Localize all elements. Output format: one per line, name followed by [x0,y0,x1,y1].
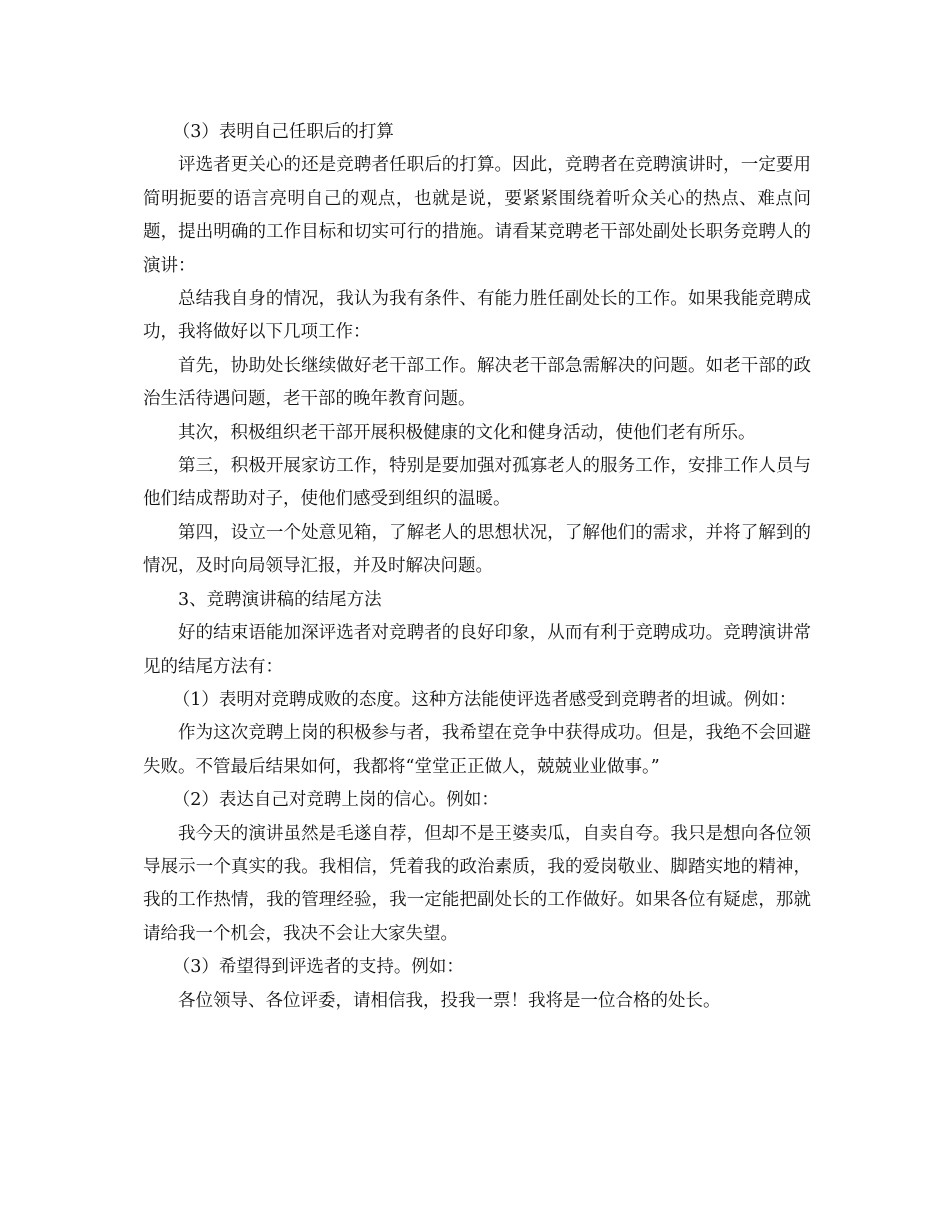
section-heading-plans: （3）表明自己任职后的打算 [172,122,394,142]
paragraph: 好的结束语能加深评选者对竞聘者的良好印象，从而有利于竞聘成功。竞聘演讲常见的结尾方法有： [143,623,811,677]
section-heading-ending-methods: 3、竞聘演讲稿的结尾方法 [178,589,382,610]
paragraph: 首先，协助处长继续做好老干部工作。解决老干部急需解决的问题。如老干部的政治生活待遇问题，老干部的晚年教育问题。 [143,355,811,410]
paragraph: 作为这次竞聘上岗的积极参与者，我希望在竞争中获得成功。但是，我绝不会回避失败。不管最后结果如何，我都将“堂堂正正做人，兢兢业业做事。” [143,723,811,777]
paragraph: 第三，积极开展家访工作，特别是要加强对孤寡老人的服务工作，安排工作人员与他们结成帮助对子，使他们感受到组织的温暖。 [143,456,811,510]
paragraph: 其次，积极组织老干部开展积极健康的文化和健身活动，使他们老有所乐。 [178,422,756,443]
document-body [143,116,811,1018]
paragraph: 评选者更关心的还是竞聘者任职后的打算。因此，竞聘者在竞聘演讲时，一定要用简明扼要的语言亮明自己的观点，也就是说，要紧紧围绕着听众关心的热点、难点问题，提出明确的工作目标和切实可行的措施。请看某竞聘老干部处副处长职务竞聘人的演讲： [143,155,811,276]
section-heading-support: （3）希望得到评选者的支持。例如： [172,957,464,978]
section-heading-confidence: （2）表达自己对竞聘上岗的信心。例如： [172,790,499,811]
paragraph: 第四，设立一个处意见箱，了解老人的思想状况，了解他们的需求，并将了解到的情况，及时向局领导汇报，并及时解决问题。 [143,522,811,577]
paragraph: 各位领导、各位评委，请相信我，投我一票！我将是一位合格的处长。 [178,990,721,1011]
paragraph: 总结我自身的情况，我认为我有条件、有能力胜任副处长的工作。如果我能竞聘成功，我将做好以下几项工作： [143,289,811,343]
paragraph: 我今天的演讲虽然是毛遂自荐，但却不是王婆卖瓜，自卖自夸。我只是想向各位领导展示一个真实的我。我相信，凭着我的政治素质，我的爱岗敬业、脚踏实地的精神，我的工作热情，我的管理经验，我一定能把副处长的工作做好。如果各位有疑虑，那就请给我一个机会，我决不会让大家失望。 [143,823,811,944]
section-heading-attitude: （1）表明对竞聘成败的态度。这种方法能使评选者感受到竞聘者的坦诚。例如： [172,689,797,710]
